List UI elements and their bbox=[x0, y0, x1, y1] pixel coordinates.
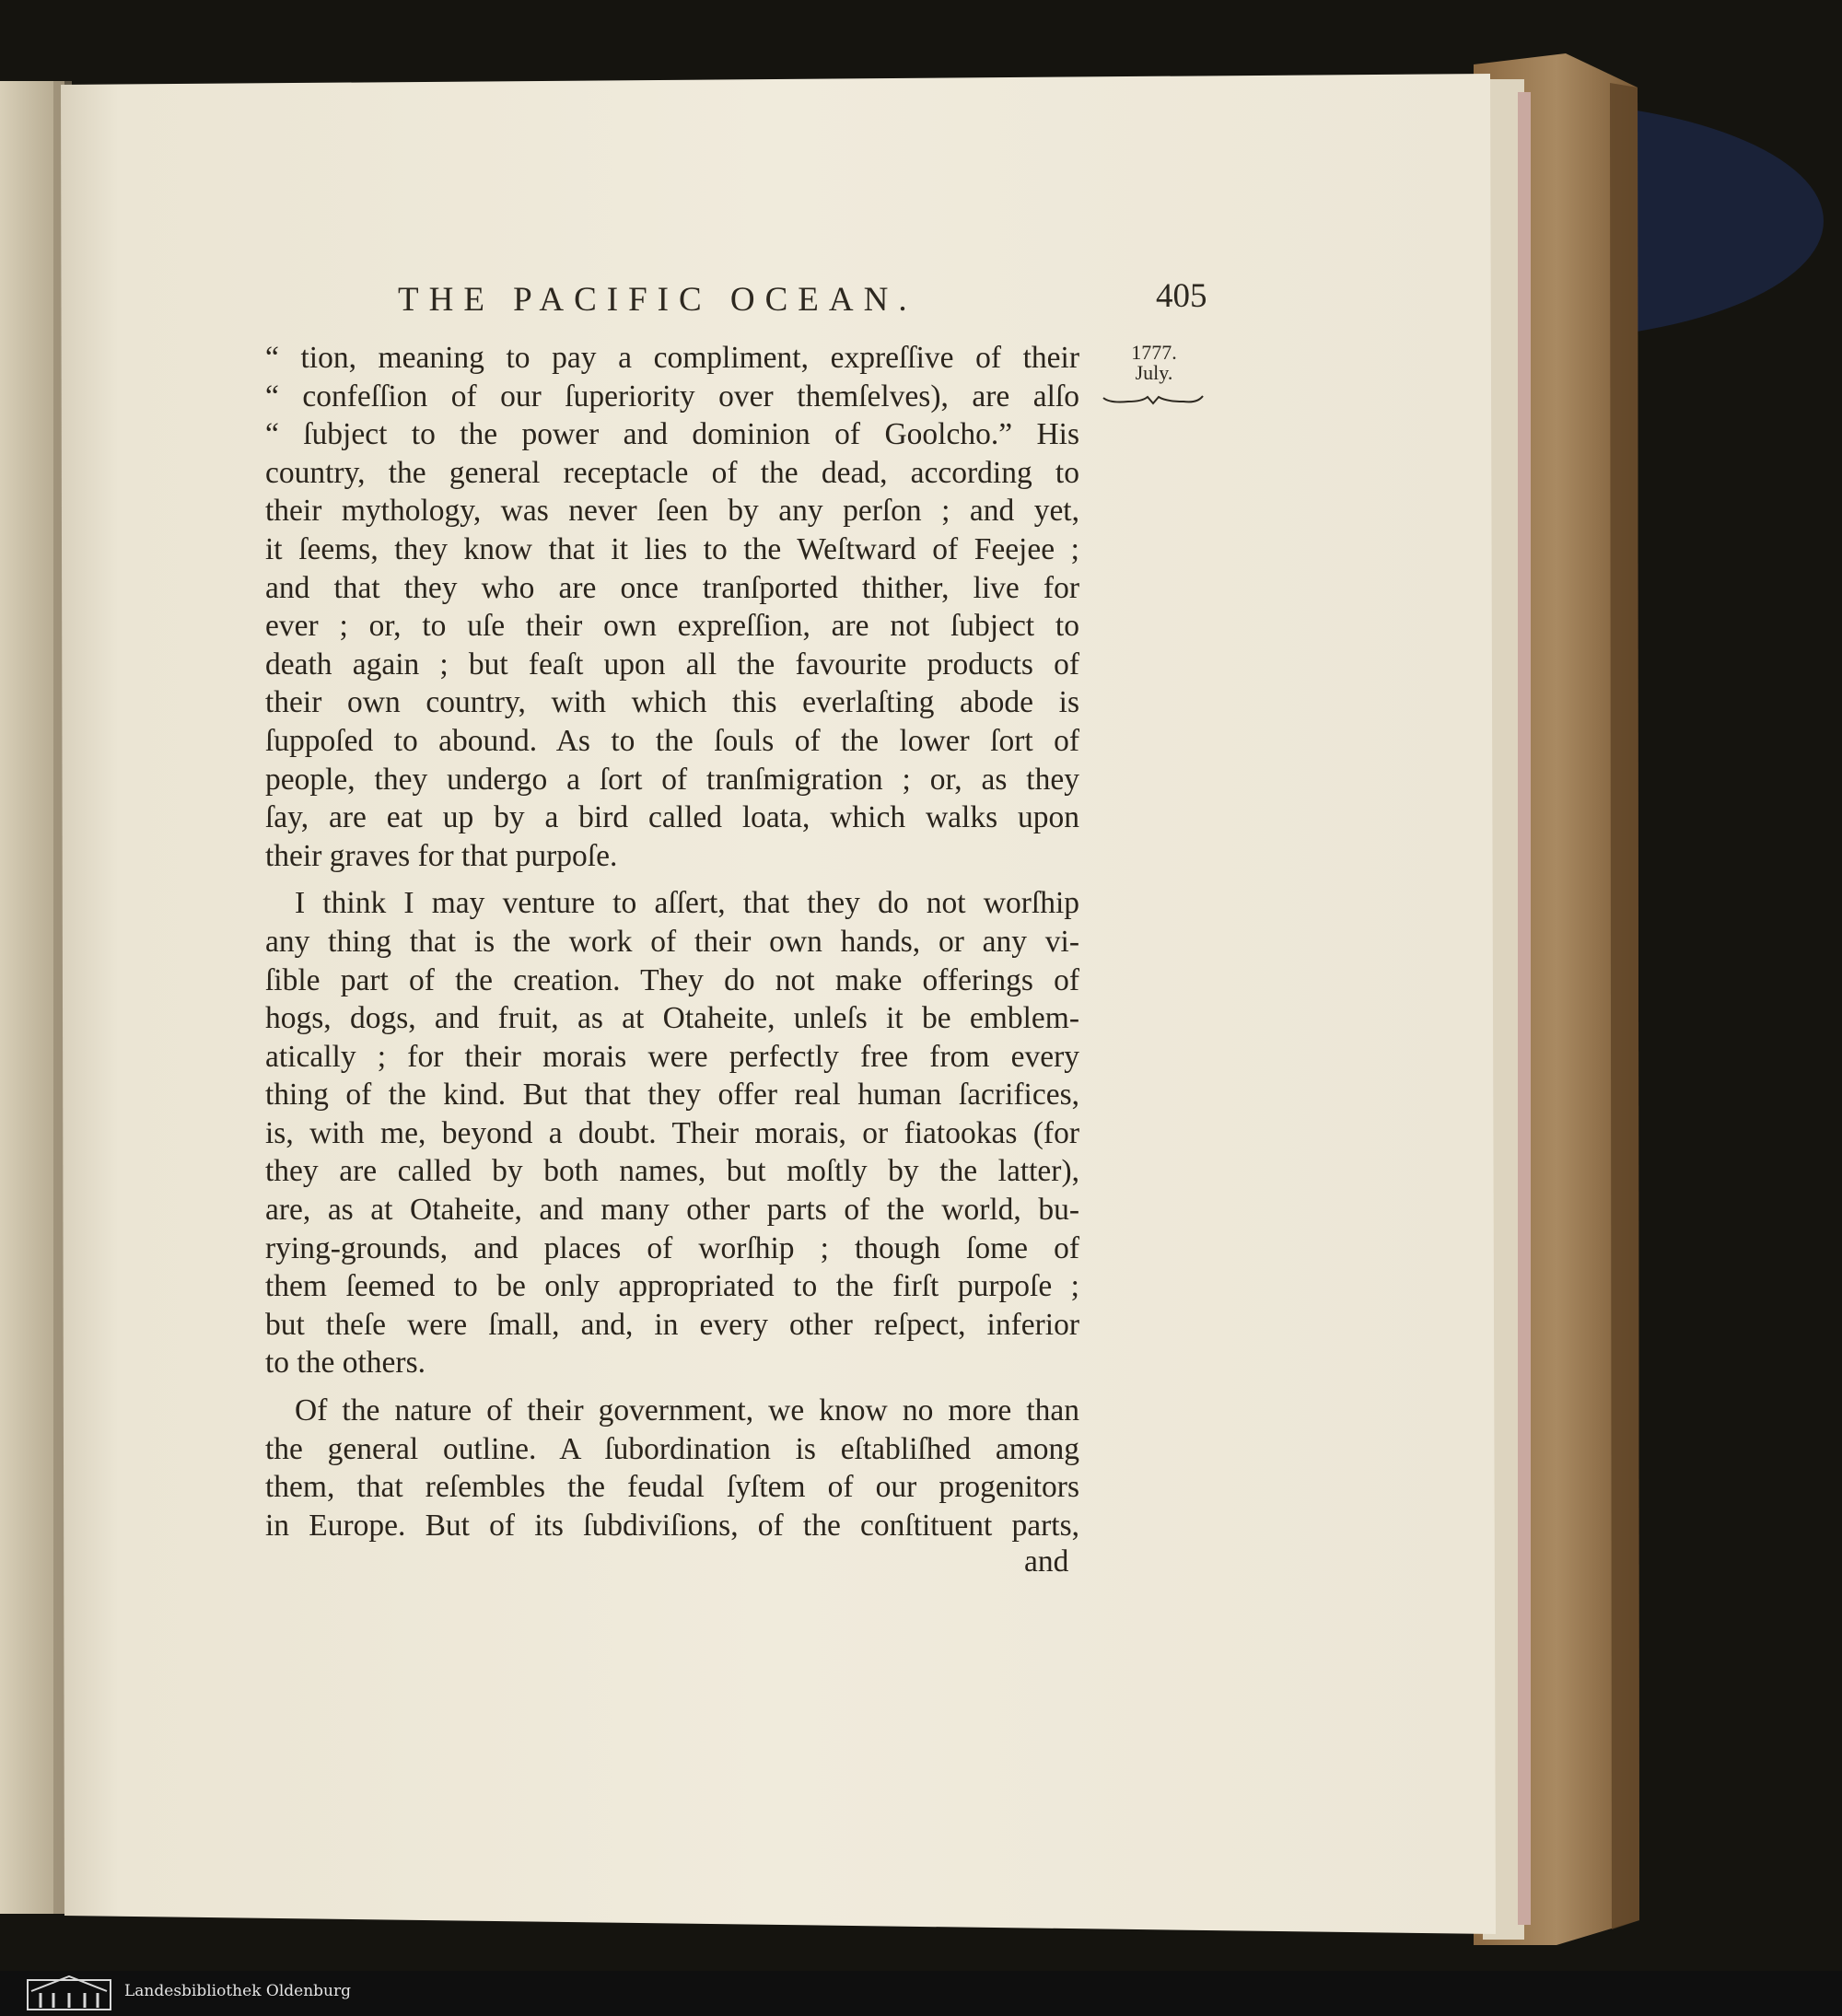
margin-date-note bbox=[1113, 343, 1195, 383]
text-line: it ſeems, they know that it lies to the Weſtward of Feejee ; bbox=[265, 531, 1079, 566]
text-line: to the others. bbox=[265, 1346, 426, 1381]
paragraph bbox=[265, 339, 1079, 875]
text-line: ſuppoſed to abound. As to the ſouls of the lower ſort of bbox=[265, 723, 1079, 758]
text-line: they are called by both names, but moſtly by the latter), bbox=[265, 1154, 1079, 1189]
paragraph bbox=[265, 1392, 1079, 1544]
text-line: their own country, with which this everlaſting abode is bbox=[265, 685, 1079, 720]
text-line: and that they who are once tranſported thither, live for bbox=[265, 570, 1079, 605]
text-line: “ confeſſion of our ſuperiority over themſelves), are alſo bbox=[265, 379, 1079, 414]
text-line: their graves for that purpoſe. bbox=[265, 838, 618, 873]
text-line: the general outline. A ſubordination is eſtabliſhed among bbox=[265, 1431, 1079, 1466]
margin-year: 1777. bbox=[1131, 341, 1177, 364]
text-line: any thing that is the work of their own hands, or any vi- bbox=[265, 924, 1079, 959]
text-line: their mythology, was never ſeen by any perſon ; and yet, bbox=[265, 494, 1079, 529]
text-line: ever ; or, to uſe their own expreſſion, are not ſubject to bbox=[265, 609, 1079, 644]
body-text bbox=[265, 339, 1079, 1544]
text-line: but theſe were ſmall, and, in every other reſpect, inferior bbox=[265, 1307, 1079, 1342]
text-line: are, as at Otaheite, and many other parts of the world, bu- bbox=[265, 1193, 1079, 1228]
text-line: “ ſubject to the power and dominion of Goolcho.” His bbox=[265, 417, 1079, 452]
text-line: is, with me, beyond a doubt. Their morais, or fiatookas (for bbox=[265, 1115, 1079, 1150]
footer-institution: Landesbibliothek Oldenburg bbox=[124, 1982, 352, 2000]
text-line: ſible part of the creation. They do not make offerings of bbox=[265, 962, 1079, 997]
page-number: 405 bbox=[1156, 277, 1207, 315]
text-line: them, that reſembles the feudal ſyſtem of our progenitors bbox=[265, 1470, 1079, 1505]
running-title: THE PACIFIC OCEAN. bbox=[398, 281, 917, 319]
text-line: thing of the kind. But that they offer real human ſacrifices, bbox=[265, 1078, 1079, 1113]
text-line: “ tion, meaning to pay a compliment, expreſſive of their bbox=[265, 341, 1079, 375]
text-line: people, they undergo a ſort of tranſmigration ; or, as they bbox=[265, 762, 1079, 797]
paragraph bbox=[265, 884, 1079, 1382]
text-line: death again ; but feaſt upon all the favourite products of bbox=[265, 647, 1079, 682]
text-line: I think I may venture to aſſert, that they do not worſhip bbox=[295, 886, 1079, 921]
text-line: ſay, are eat up by a bird called loata, which walks upon bbox=[265, 800, 1079, 835]
text-line: country, the general receptacle of the dead, according to bbox=[265, 455, 1079, 490]
text-line: in Europe. But of its ſubdiviſions, of the conſtituent parts, bbox=[265, 1508, 1079, 1543]
text-line: Of the nature of their government, we know no more than bbox=[295, 1393, 1079, 1428]
text-line: hogs, dogs, and fruit, as at Otaheite, unleſs it be emblem- bbox=[265, 1001, 1079, 1036]
catchword: and bbox=[1024, 1544, 1069, 1579]
text-line: them ſeemed to be only appropriated to the firſt purpoſe ; bbox=[265, 1269, 1079, 1304]
text-line: rying-grounds, and places of worſhip ; though ſome of bbox=[265, 1230, 1079, 1265]
margin-month: July. bbox=[1135, 361, 1173, 384]
text-line: atically ; for their morais were perfectly free from every bbox=[265, 1039, 1079, 1074]
